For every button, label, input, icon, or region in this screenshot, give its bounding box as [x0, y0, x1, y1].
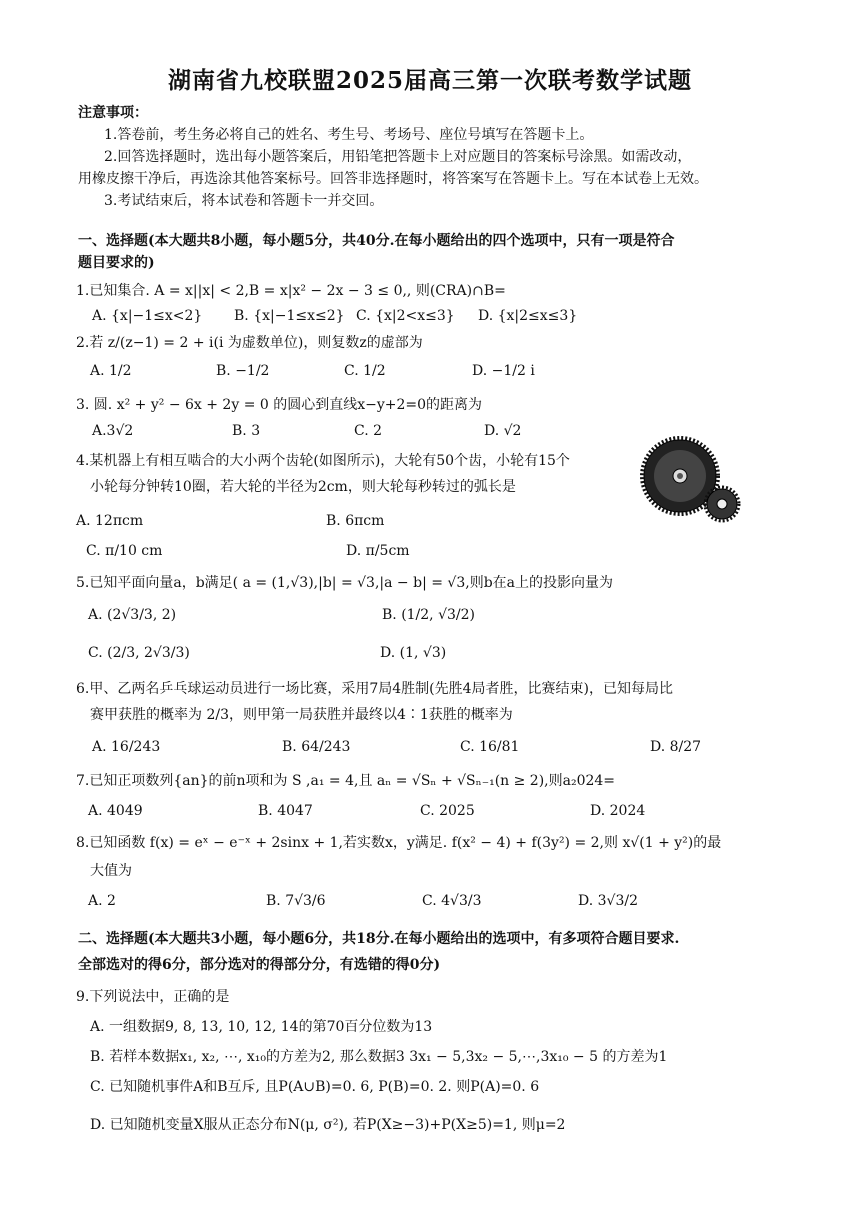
q5-option-a: A. (2√3/3, 2)	[88, 607, 177, 623]
q2-option-d: D. −1/2 i	[472, 363, 535, 379]
q9-stem: 9.下列说法中，正确的是	[76, 989, 230, 1005]
q8-option-d: D. 3√3/2	[578, 893, 638, 909]
q7-option-b: B. 4047	[258, 803, 313, 819]
q6-stem-cont: 赛甲获胜的概率为 2/3，则甲第一局获胜并最终以4∶1获胜的概率为	[90, 707, 513, 723]
q8-option-b: B. 7√3/6	[266, 893, 326, 909]
q3-option-b: B. 3	[232, 423, 261, 439]
q5-option-d: D. (1, √3)	[380, 645, 447, 661]
q2-option-a: A. 1/2	[90, 363, 132, 379]
q5-option-c: C. (2/3, 2√3/3)	[88, 645, 190, 661]
q3-option-d: D. √2	[484, 423, 522, 439]
q8-stem-cont: 大值为	[90, 863, 132, 879]
q7-stem: 7.已知正项数列{an}的前n项和为 S ,a₁ = 4,且 aₙ = √Sₙ + √Sₙ₋₁(n ≥ 2),则a₂024=	[76, 773, 616, 789]
q6-option-d: D. 8/27	[650, 739, 702, 755]
q1-option-b: B. {x|−1≤x≤2}	[234, 308, 345, 324]
q8-option-a: A. 2	[88, 893, 116, 909]
q9-option-c: C. 已知随机事件A和B互斥, 且P(A∪B)=0. 6, P(B)=0. 2. 则P(A)=0. 6	[90, 1079, 540, 1095]
q9-option-b: B. 若样本数据x₁, x₂, ⋯, x₁₀的方差为2, 那么数据3 3x₁ − 5,3x₂ − 5,⋯,3x₁₀ − 5 的方差为1	[90, 1049, 668, 1065]
q6-option-b: B. 64/243	[282, 739, 351, 755]
q5-option-b: B. (1/2, √3/2)	[382, 607, 475, 623]
q1-option-c: C. {x|2<x≤3}	[356, 308, 455, 324]
q8-option-c: C. 4√3/3	[422, 893, 482, 909]
q2-option-b: B. −1/2	[216, 363, 270, 379]
section2-heading-cont: 全部选对的得6分，部分选对的得部分分，有选错的得0分)	[78, 957, 441, 973]
q4-option-c: C. π/10 cm	[86, 543, 163, 559]
gears-illustration	[636, 436, 742, 526]
q4-option-a: A. 12πcm	[76, 513, 144, 529]
page-title: 湖南省九校联盟2025届高三第一次联考数学试题	[167, 67, 692, 94]
q4-stem: 4.某机器上有相互啮合的大小两个齿轮(如图所示)，大轮有50个齿，小轮有15个	[76, 453, 570, 469]
q9-option-a: A. 一组数据9, 8, 13, 10, 12, 14的第70百分位数为13	[90, 1019, 433, 1035]
q4-option-d: D. π/5cm	[346, 543, 410, 559]
q2-stem: 2.若 z/(z−1) = 2 + i(i 为虚数单位)，则复数z的虚部为	[76, 335, 423, 351]
q6-option-a: A. 16/243	[92, 739, 161, 755]
q5-stem: 5.已知平面向量a，b满足( a = (1,√3),|b| = √3,|a − b| = √3,则b在a上的投影向量为	[76, 575, 614, 591]
q7-option-c: C. 2025	[420, 803, 475, 819]
q1-option-d: D. {x|2≤x≤3}	[478, 308, 578, 324]
section2-heading: 二、选择题(本大题共3小题，每小题6分，共18分.在每小题给出的选项中，有多项符合题目要求.	[78, 931, 680, 947]
q2-option-c: C. 1/2	[344, 363, 386, 379]
q3-option-c: C. 2	[354, 423, 383, 439]
q8-stem: 8.已知函数 f(x) = eˣ − e⁻ˣ + 2sinx + 1,若实数x，y满足. f(x² − 4) + f(3y²) = 2,则 x√(1 + y²)的最	[76, 835, 722, 851]
q4-stem-cont: 小轮每分钟转10圈，若大轮的半径为2cm，则大轮每秒转过的弧长是	[90, 479, 516, 495]
q3-option-a: A.3√2	[92, 423, 134, 439]
notice-item-2: 2.回答选择题时，选出每小题答案后，用铅笔把答题卡上对应题目的答案标号涂黑。如需改动，	[104, 149, 692, 165]
notice-heading: 注意事项：	[78, 105, 148, 121]
section1-heading: 一、选择题(本大题共8小题，每小题5分，共40分.在每小题给出的四个选项中，只有一项是符合	[78, 233, 675, 249]
q4-option-b: B. 6πcm	[326, 513, 385, 529]
q7-option-a: A. 4049	[88, 803, 143, 819]
q6-stem: 6.甲、乙两名乒乓球运动员进行一场比赛，采用7局4胜制(先胜4局者胜，比赛结束)，已知每局比	[76, 681, 674, 697]
q1-stem: 1.已知集合. A = x||x| < 2,B = x|x² − 2x − 3 ≤ 0,, 则(CRA)∩B=	[76, 283, 506, 299]
q3-stem: 3. 圆. x² + y² − 6x + 2y = 0 的圆心到直线x−y+2=0的距离为	[76, 397, 483, 413]
section1-heading-cont: 题目要求的)	[78, 255, 155, 271]
q7-option-d: D. 2024	[590, 803, 646, 819]
q1-option-a: A. {x|−1≤x<2}	[92, 308, 203, 324]
notice-item-2-cont: 用橡皮擦干净后，再选涂其他答案标号。回答非选择题时，将答案写在答题卡上。写在本试卷上无效。	[78, 171, 708, 187]
notice-item-3: 3.考试结束后，将本试卷和答题卡一并交回。	[104, 193, 384, 209]
notice-item-1: 1.答卷前，考生务必将自己的姓名、考生号、考场号、座位号填写在答题卡上。	[104, 127, 594, 143]
q9-option-d: D. 已知随机变量X服从正态分布N(μ, σ²), 若P(X≥−3)+P(X≥5)=1, 则μ=2	[90, 1117, 566, 1133]
q6-option-c: C. 16/81	[460, 739, 520, 755]
